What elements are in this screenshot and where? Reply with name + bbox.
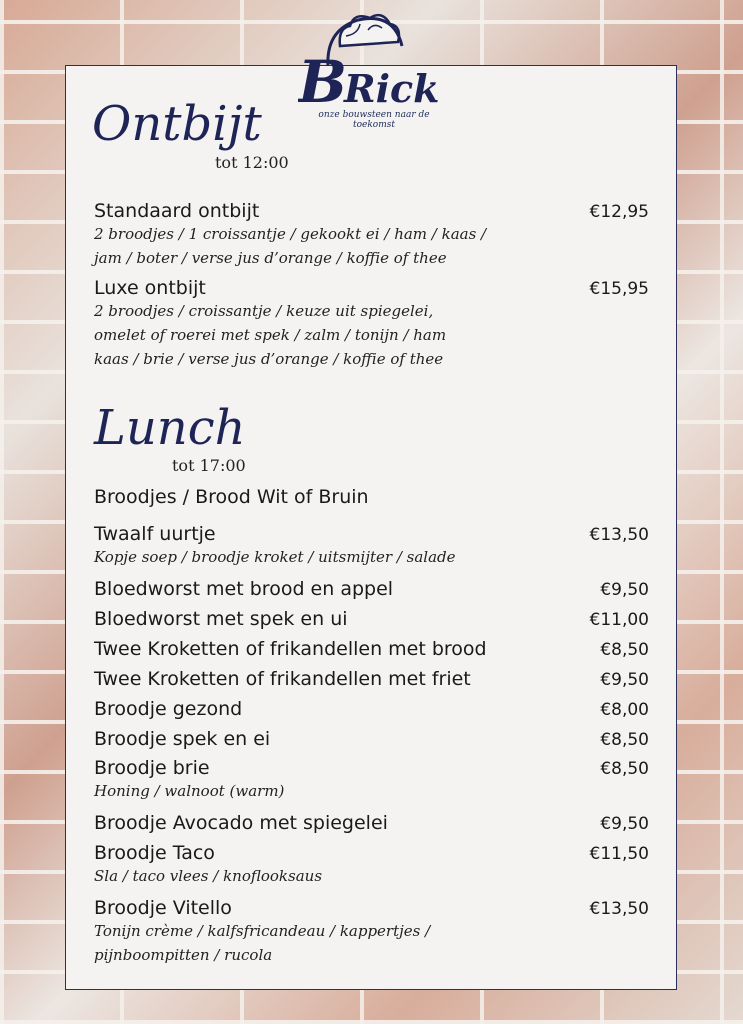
- section-title-ontbijt: Ontbijt: [92, 96, 262, 152]
- item-name: Standaard ontbijt: [94, 200, 260, 222]
- item-name: Broodje Taco: [94, 842, 215, 864]
- item-name: Twaalf uurtje: [94, 523, 216, 545]
- item-desc-line: jam / boter / verse jus d’orange / koffie of thee: [94, 249, 447, 267]
- item-name: Luxe ontbijt: [94, 277, 206, 299]
- item-price: €9,50: [600, 814, 649, 834]
- item-name: Twee Kroketten of frikandellen met brood: [94, 638, 487, 660]
- item-desc-line: 2 broodjes / 1 croissantje / gekookt ei / ham / kaas /: [94, 225, 487, 243]
- item-name: Broodje Avocado met spiegelei: [94, 812, 388, 834]
- item-price: €9,50: [600, 670, 649, 690]
- logo-tagline: onze bouwsteen naar de toekomst: [318, 110, 430, 130]
- item-price: €8,50: [600, 759, 649, 779]
- item-desc-line: 2 broodjes / croissantje / keuze uit spiegelei,: [94, 302, 434, 320]
- category-heading: Broodjes / Brood Wit of Bruin: [94, 486, 369, 508]
- item-price: €13,50: [589, 899, 649, 919]
- item-name: Bloedworst met spek en ui: [94, 608, 348, 630]
- brick-logo: [298, 6, 450, 130]
- menu-item: [94, 638, 649, 660]
- menu-item: [94, 578, 649, 600]
- section-title-lunch: Lunch: [94, 400, 246, 456]
- item-desc-line: Kopje soep / broodje kroket / uitsmijter / salade: [94, 548, 456, 566]
- item-name: Twee Kroketten of frikandellen met friet: [94, 668, 471, 690]
- item-price: €12,95: [589, 202, 649, 222]
- item-name: Bloedworst met brood en appel: [94, 578, 394, 600]
- svg-text:B: B: [298, 48, 348, 110]
- item-name: Broodje Vitello: [94, 897, 232, 919]
- item-price: €8,50: [600, 730, 649, 750]
- menu-item: [94, 608, 649, 630]
- lunch-heading: [94, 486, 649, 508]
- menu-item: [94, 277, 649, 371]
- item-desc-line: omelet of roerei met spek / zalm / tonijn / ham: [94, 326, 447, 344]
- menu-item: [94, 668, 649, 690]
- menu-item: [94, 728, 649, 750]
- svg-text:Rick: Rick: [344, 66, 440, 110]
- item-name: Broodje gezond: [94, 698, 243, 720]
- item-price: €11,50: [589, 844, 649, 864]
- menu-item: [94, 698, 649, 720]
- menu-item: [94, 897, 649, 967]
- item-desc-line: Honing / walnoot (warm): [94, 782, 285, 800]
- item-price: €13,50: [589, 525, 649, 545]
- item-name: Broodje spek en ei: [94, 728, 271, 750]
- item-desc-line: Sla / taco vlees / knoflooksaus: [94, 867, 323, 885]
- menu-item: [94, 523, 649, 569]
- item-price: €9,50: [600, 580, 649, 600]
- menu-item: [94, 757, 649, 803]
- item-desc-line: pijnboompitten / rucola: [94, 946, 273, 964]
- section-subtitle-lunch: tot 17:00: [172, 456, 246, 475]
- chef-hat-logo-icon: [298, 6, 450, 110]
- section-subtitle-ontbijt: tot 12:00: [215, 153, 289, 172]
- item-name: Broodje brie: [94, 757, 210, 779]
- menu-item: [94, 812, 649, 834]
- item-price: €15,95: [589, 279, 649, 299]
- menu-item: [94, 200, 649, 270]
- menu-item: [94, 842, 649, 888]
- item-desc-line: kaas / brie / verse jus d’orange / koffie of thee: [94, 350, 444, 368]
- item-desc-line: Tonijn crème / kalfsfricandeau / kappertjes /: [94, 922, 431, 940]
- item-price: €8,00: [600, 700, 649, 720]
- item-price: €11,00: [589, 610, 649, 630]
- item-price: €8,50: [600, 640, 649, 660]
